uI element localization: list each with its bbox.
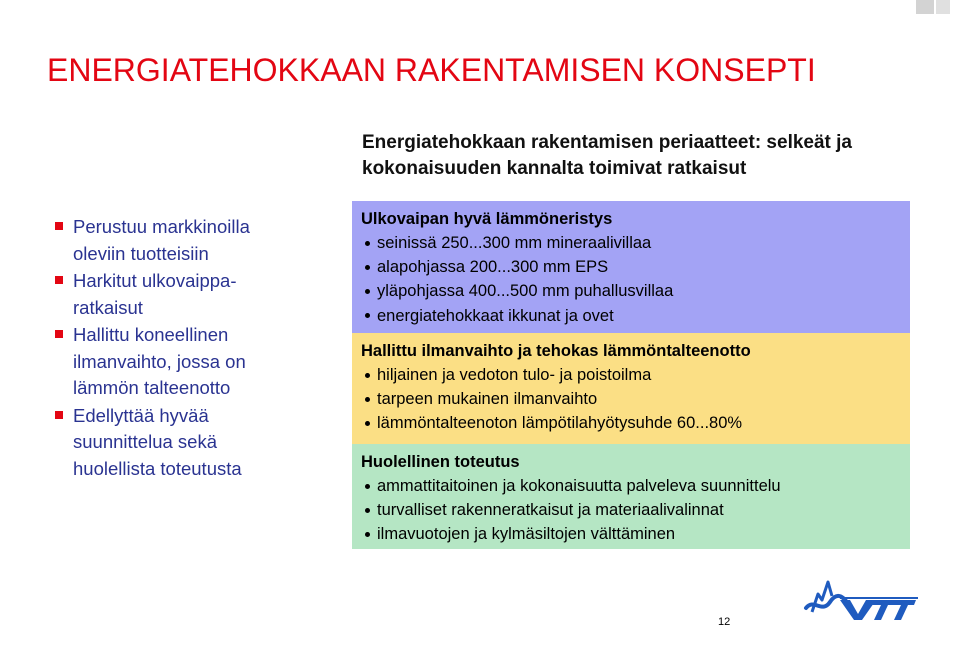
dot-bullet-icon xyxy=(365,373,370,378)
corner-decoration xyxy=(936,0,950,14)
square-bullet-icon xyxy=(55,411,63,419)
ventilation-box xyxy=(352,333,910,444)
bullet-text: Hallittu koneellinen ilmanvaihto, jossa on lämmön talteenotto xyxy=(73,324,246,398)
dot-bullet-icon xyxy=(365,241,370,246)
list-item xyxy=(361,522,900,546)
list-item-text: seinissä 250...300 mm mineraalivillaa xyxy=(377,234,652,252)
square-bullet-icon xyxy=(55,222,63,230)
slide-subtitle: Energiatehokkaan rakentamisen periaatteet: selkeät ja kokonaisuuden kannalta toimivat ratkaisut xyxy=(362,132,853,179)
list-item-text: alapohjassa 200...300 mm EPS xyxy=(377,258,609,277)
list-item xyxy=(361,279,900,303)
box-heading: Hallittu ilmanvaihto ja tehokas lämmöntalteenotto xyxy=(361,342,751,360)
dot-bullet-icon xyxy=(365,313,370,318)
list-item-text: energiatehokkaat ikkunat ja ovet xyxy=(377,306,614,325)
box-heading: Ulkovaipan hyvä lämmöneristys xyxy=(361,210,613,228)
list-item-text: yläpohjassa 400...500 mm puhallusvillaa xyxy=(377,282,674,301)
dot-bullet-icon xyxy=(365,484,370,489)
square-bullet-icon xyxy=(55,276,63,284)
dot-bullet-icon xyxy=(365,532,370,537)
list-item xyxy=(361,304,900,328)
list-item xyxy=(361,411,900,435)
list-item-text: turvalliset rakenneratkaisut ja materiaalivalinnat xyxy=(377,501,724,520)
dot-bullet-icon xyxy=(365,397,370,402)
list-item xyxy=(361,255,900,279)
box-list xyxy=(361,363,900,436)
list-item xyxy=(361,363,900,387)
dot-bullet-icon xyxy=(365,508,370,513)
vtt-logo xyxy=(800,574,920,624)
list-item xyxy=(361,387,900,411)
bullet-item xyxy=(55,403,345,483)
list-item-text: ilmavuotojen ja kylmäsiltojen välttäminen xyxy=(377,525,676,544)
square-bullet-icon xyxy=(55,330,63,338)
dot-bullet-icon xyxy=(365,421,370,426)
list-item xyxy=(361,231,900,255)
page-number: 12 xyxy=(718,616,731,628)
corner-decoration xyxy=(916,0,934,14)
insulation-box xyxy=(352,201,910,333)
dot-bullet-icon xyxy=(365,265,370,270)
execution-box xyxy=(352,444,910,549)
bullet-item xyxy=(55,214,345,267)
slide-title: ENERGIATEHOKKAAN RAKENTAMISEN KONSEPTI xyxy=(47,52,816,88)
list-item-text: tarpeen mukainen ilmanvaihto xyxy=(377,390,598,409)
box-list xyxy=(361,231,900,328)
dot-bullet-icon xyxy=(365,289,370,294)
list-item xyxy=(361,498,900,522)
bullet-item xyxy=(55,322,345,402)
bullet-text: Perustuu markkinoilla oleviin tuotteisiin xyxy=(73,216,250,264)
list-item-text: hiljainen ja vedoton tulo- ja poistoilma xyxy=(377,366,652,384)
bullet-item xyxy=(55,268,345,321)
box-heading: Huolellinen toteutus xyxy=(361,453,520,471)
bullet-text: Edellyttää hyvää suunnittelua sekä huolellista toteutusta xyxy=(73,404,242,479)
list-item-text: ammattitaitoinen ja kokonaisuutta palveleva suunnittelu xyxy=(377,477,781,495)
bullet-text: Harkitut ulkovaippa- ratkaisut xyxy=(73,270,237,318)
left-bullet-list xyxy=(55,214,345,483)
list-item xyxy=(361,474,900,498)
list-item-text: lämmöntalteenoton lämpötilahyötysuhde 60...80% xyxy=(377,414,743,433)
box-list xyxy=(361,474,900,547)
